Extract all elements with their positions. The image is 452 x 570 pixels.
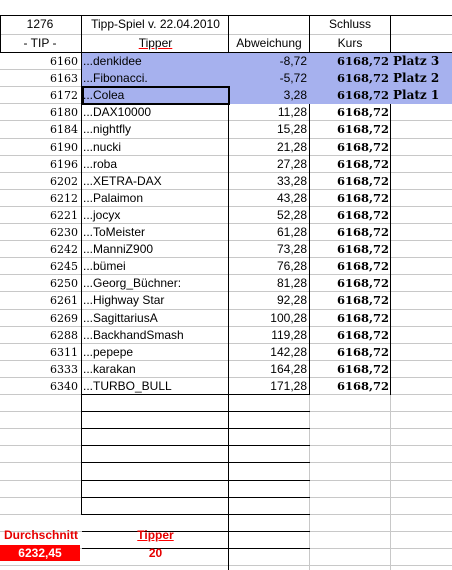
kurs-cell[interactable]: 6168,72 [336,140,389,154]
tip-cell[interactable]: 6196 [50,158,78,171]
tipper-cell[interactable]: ...Georg_Büchner: [83,276,182,290]
tipper-cell[interactable]: ...SagittariusA [83,311,158,325]
tip-cell[interactable]: 6340 [50,380,78,393]
schluss-label[interactable]: Schluss [328,17,372,31]
platz-cell[interactable]: Platz 1 [393,88,440,102]
tipper-cell[interactable]: ...nightfly [83,122,132,136]
tipper-cell[interactable]: ...Fibonacci. [83,71,148,85]
kurs-cell[interactable]: 6168,72 [336,225,389,239]
kurs-cell[interactable]: 6168,72 [336,242,389,256]
kurs-cell[interactable]: 6168,72 [336,208,389,222]
durchschnitt-value[interactable]: 6232,45 [0,545,80,561]
kurs-cell[interactable]: 6168,72 [336,105,389,119]
grid-line [82,497,310,498]
game-id[interactable]: 1276 [26,17,54,31]
abweichung-cell[interactable]: 171,28 [270,379,307,393]
tip-cell[interactable]: 6160 [50,55,78,68]
tipper-cell[interactable]: ...TURBO_BULL [83,379,172,393]
tip-cell[interactable]: 6269 [50,312,78,325]
kurs-cell[interactable]: 6168,72 [336,88,389,102]
grid-line [82,514,310,515]
kurs-cell[interactable]: 6168,72 [336,259,389,273]
tipper-cell[interactable]: ...pepepe [83,345,134,359]
grid-line [82,428,310,429]
tipper-cell[interactable]: ...karakan [83,362,136,376]
tip-cell[interactable]: 6202 [50,175,78,188]
abweichung-cell[interactable]: 21,28 [276,140,307,154]
kurs-cell[interactable]: 6168,72 [336,157,389,171]
abweichung-cell[interactable]: 142,28 [270,345,307,359]
tipper-cell[interactable]: ...Highway Star [83,293,165,307]
sheet-title[interactable]: Tipp-Spiel v. 22.04.2010 [91,17,220,31]
tip-cell[interactable]: 6163 [50,72,78,85]
abweichung-cell[interactable]: 119,28 [271,328,307,342]
tip-cell[interactable]: 6230 [50,226,78,239]
tipper-cell[interactable]: ...DAX10000 [83,105,152,119]
abweichung-cell[interactable]: 100,28 [270,311,307,325]
grid-line [309,395,310,570]
tip-cell[interactable]: 6184 [50,123,78,136]
tipper-cell[interactable]: ...ManniZ900 [83,242,154,256]
grid-line [0,565,452,566]
tipper-count-value[interactable]: 20 [148,546,163,560]
tipper-cell[interactable]: ...Palaimon [83,191,144,205]
tip-cell[interactable]: 6333 [50,363,78,376]
durchschnitt-label[interactable]: Durchschnitt [3,528,78,542]
tip-cell[interactable]: 6180 [50,106,78,119]
platz-cell[interactable]: Platz 2 [393,71,440,85]
platz-cell[interactable]: Platz 3 [393,54,440,68]
kurs-cell[interactable]: 6168,72 [336,345,389,359]
tip-label[interactable]: - TIP - [23,36,57,50]
tipper-cell[interactable]: ...nucki [83,140,122,154]
tipper-cell[interactable]: ...XETRA-DAX [83,174,162,188]
tip-cell[interactable]: 6172 [50,89,78,102]
grid-line [82,411,310,412]
tip-cell[interactable]: 6212 [50,192,78,205]
abweichung-column-header[interactable]: Abweichung [236,36,302,50]
grid-line [82,462,310,463]
abweichung-cell[interactable]: 27,28 [276,157,307,171]
kurs-cell[interactable]: 6168,72 [336,293,389,307]
tip-cell[interactable]: 6311 [50,346,78,359]
tipper-count-label[interactable]: Tipper [137,528,174,542]
tipper-cell[interactable]: ...jocyx [83,208,121,222]
tip-cell[interactable]: 6250 [50,277,78,290]
abweichung-cell[interactable]: 52,28 [276,208,307,222]
tip-cell[interactable]: 6245 [50,260,78,273]
kurs-column-header[interactable]: Kurs [337,36,363,50]
tipper-cell[interactable]: ...ToMeister [83,225,146,239]
abweichung-cell[interactable]: 61,28 [276,225,307,239]
grid-line [82,480,310,481]
kurs-cell[interactable]: 6168,72 [336,191,389,205]
kurs-cell[interactable]: 6168,72 [336,71,389,85]
tip-cell[interactable]: 6190 [50,141,78,154]
tipper-cell[interactable]: ...bümei [83,259,126,273]
tipper-cell[interactable]: ...BackhandSmash [83,328,184,342]
selected-cell[interactable] [82,86,230,105]
kurs-cell[interactable]: 6168,72 [336,328,389,342]
tipper-column-header[interactable]: Tipper [138,36,173,50]
abweichung-cell[interactable]: 81,28 [276,276,307,290]
abweichung-cell[interactable]: 11,28 [277,105,307,119]
abweichung-cell[interactable]: 92,28 [276,293,307,307]
tip-cell[interactable]: 6221 [50,209,78,222]
kurs-cell[interactable]: 6168,72 [336,276,389,290]
tipper-cell[interactable]: ...Colea [83,88,125,102]
abweichung-cell[interactable]: 164,28 [270,362,307,376]
tip-cell[interactable]: 6242 [50,243,78,256]
abweichung-cell[interactable]: 76,28 [276,259,307,273]
kurs-cell[interactable]: 6168,72 [336,311,389,325]
kurs-cell[interactable]: 6168,72 [336,174,389,188]
grid-line [390,395,391,570]
abweichung-cell[interactable]: 3,28 [283,88,307,102]
tip-cell[interactable]: 6288 [50,329,78,342]
tip-cell[interactable]: 6261 [50,294,78,307]
abweichung-cell[interactable]: -8,72 [279,54,307,68]
abweichung-cell[interactable]: -5,72 [279,71,307,85]
abweichung-cell[interactable]: 33,28 [276,174,307,188]
tipper-cell[interactable]: ...denkidee [83,54,142,68]
tipper-cell[interactable]: ...roba [83,157,118,171]
abweichung-cell[interactable]: 73,28 [276,242,307,256]
kurs-cell[interactable]: 6168,72 [336,54,389,68]
kurs-cell[interactable]: 6168,72 [336,379,389,393]
kurs-cell[interactable]: 6168,72 [336,362,389,376]
grid-line [82,445,310,446]
kurs-cell[interactable]: 6168,72 [336,122,389,136]
abweichung-cell[interactable]: 15,28 [276,122,307,136]
abweichung-cell[interactable]: 43,28 [276,191,307,205]
